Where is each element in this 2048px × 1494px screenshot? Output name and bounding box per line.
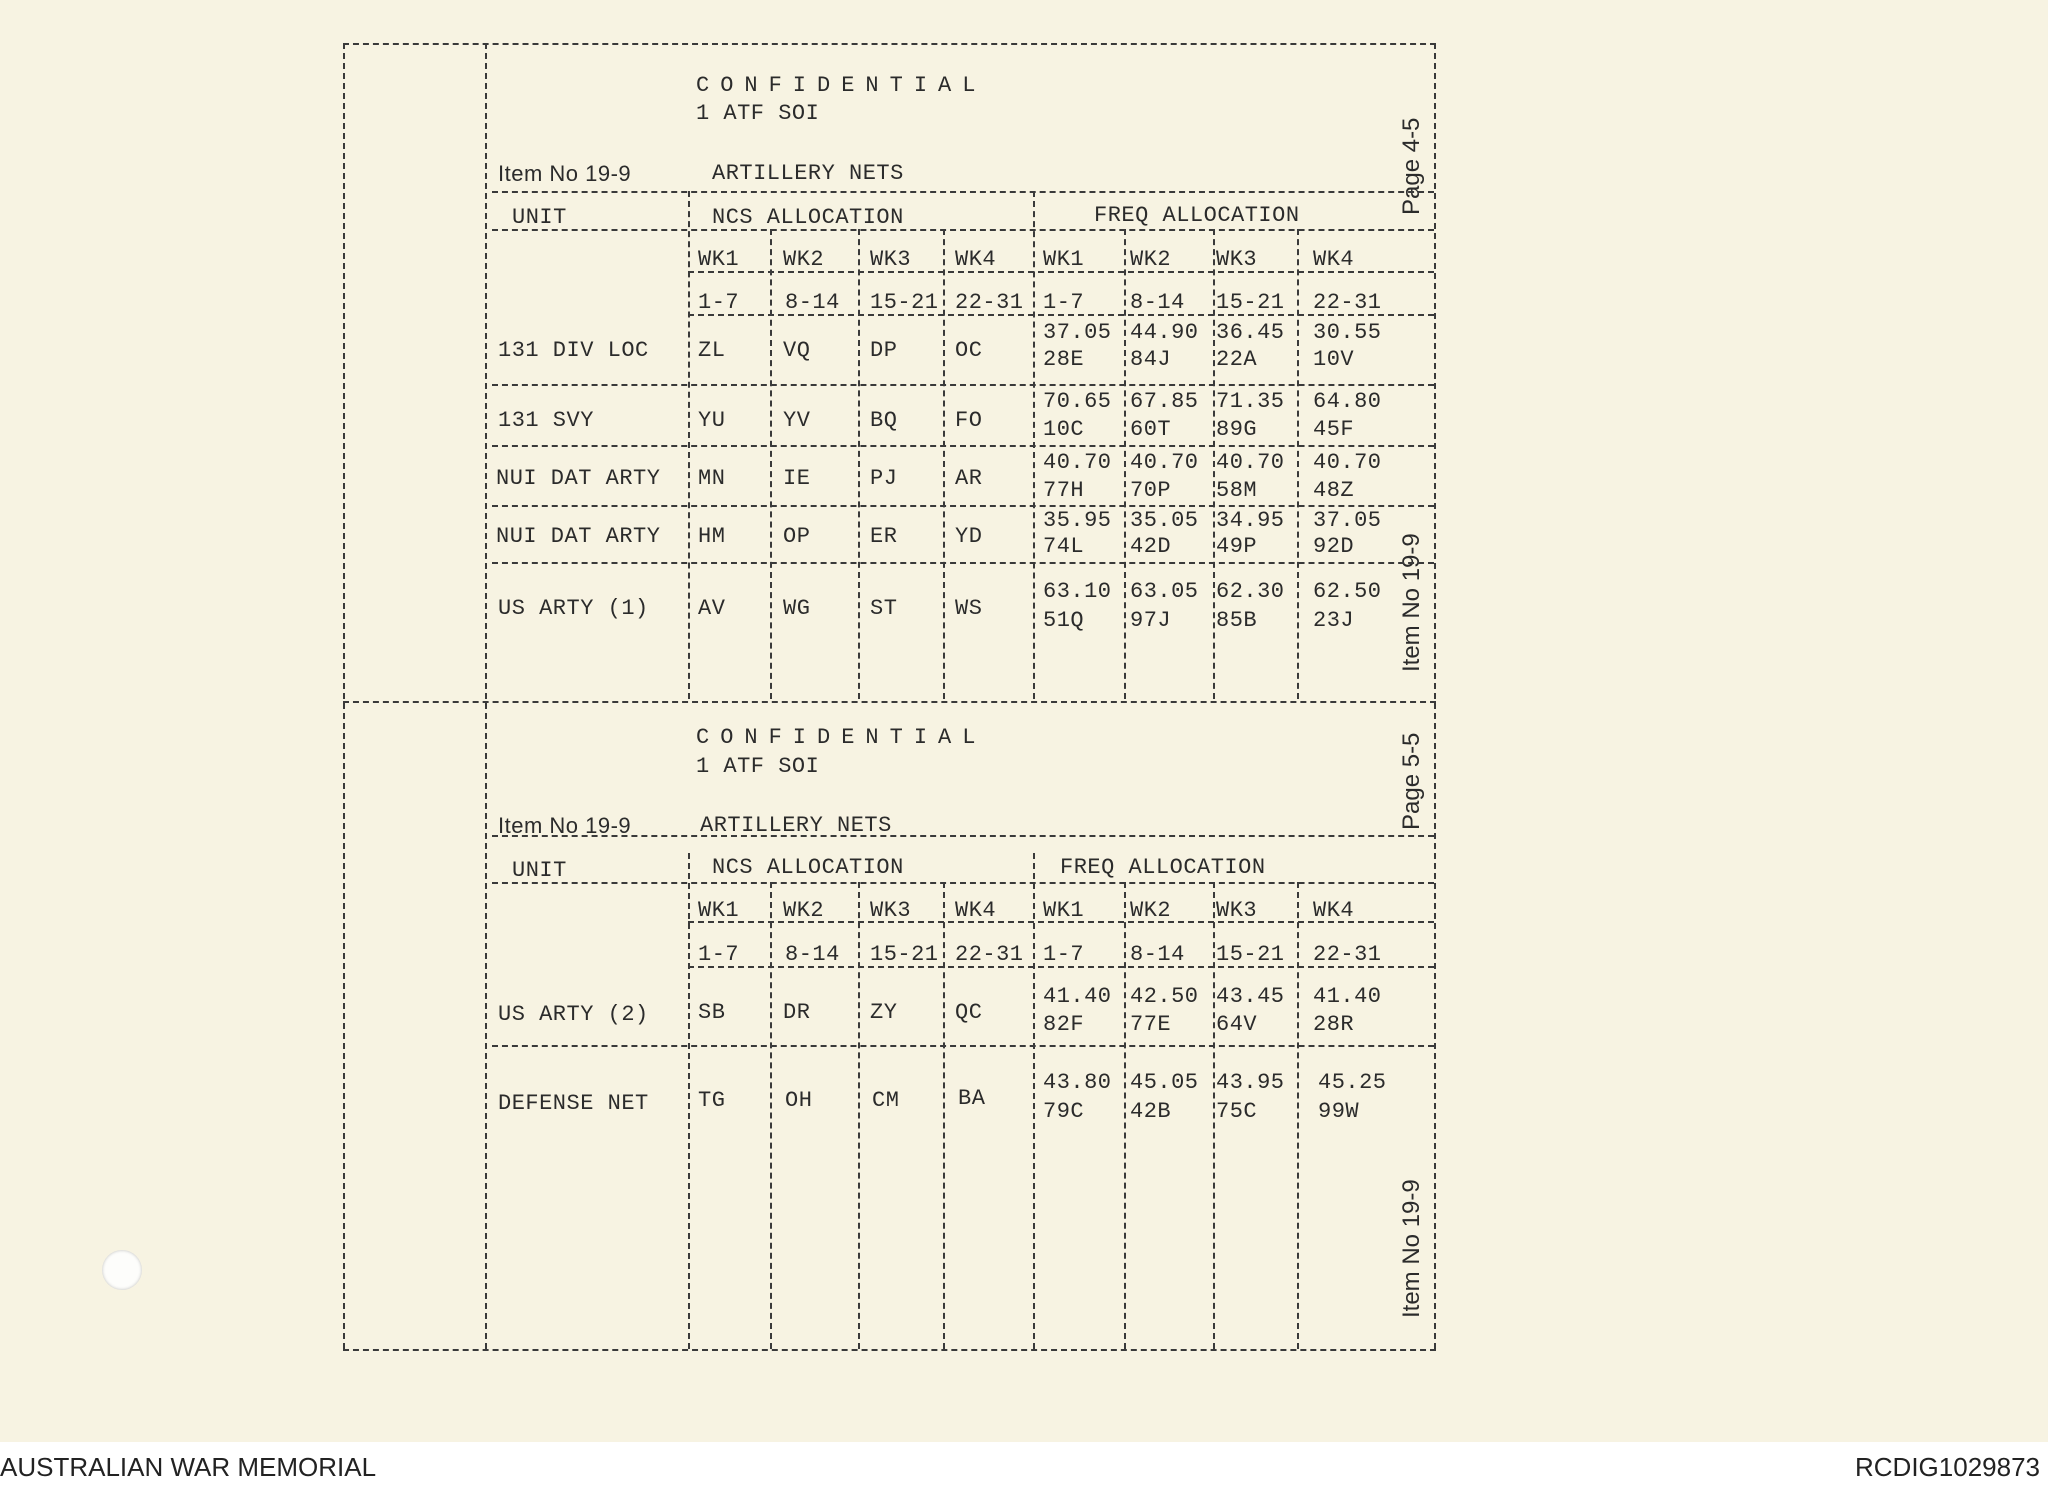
day-range: 15-21 xyxy=(870,942,939,967)
soi-title: 1 ATF SOI xyxy=(696,754,820,779)
col-line xyxy=(943,882,945,1349)
frequency: 70.65 xyxy=(1043,389,1112,414)
ncs-code: YV xyxy=(783,408,811,433)
archive-footer xyxy=(0,1442,2048,1494)
callsign: 74L xyxy=(1043,534,1085,559)
frequency: 43.80 xyxy=(1043,1070,1112,1095)
ncs-code: WG xyxy=(783,596,811,621)
day-range: 8-14 xyxy=(1130,942,1185,967)
ncs-code: MN xyxy=(698,466,726,491)
col-line xyxy=(1213,229,1215,699)
frame-bottom-line xyxy=(343,1349,1436,1351)
callsign: 85B xyxy=(1216,608,1258,633)
col-line xyxy=(858,882,860,1349)
callsign: 51Q xyxy=(1043,608,1085,633)
unit-name: NUI DAT ARTY xyxy=(496,524,661,549)
frame-top-line xyxy=(343,43,1436,45)
ncs-code: AR xyxy=(955,466,983,491)
callsign: 97J xyxy=(1130,608,1172,633)
frequency: 44.90 xyxy=(1130,320,1199,345)
frequency: 34.95 xyxy=(1216,508,1285,533)
col-line xyxy=(688,853,690,1349)
day-range: 15-21 xyxy=(1216,290,1285,315)
day-range: 8-14 xyxy=(785,942,840,967)
ncs-code: HM xyxy=(698,524,726,549)
ncs-code: DP xyxy=(870,338,898,363)
ncs-code: YD xyxy=(955,524,983,549)
col-line xyxy=(1297,882,1299,1349)
classification: CONFIDENTIAL xyxy=(696,73,987,98)
punch-hole xyxy=(102,1250,142,1290)
col-line xyxy=(688,191,690,699)
day-range: 22-31 xyxy=(1313,290,1382,315)
col-line xyxy=(1213,882,1215,1349)
frequency: 63.10 xyxy=(1043,579,1112,604)
ncs-code: PJ xyxy=(870,466,898,491)
week-label: WK4 xyxy=(1313,898,1355,923)
col-line xyxy=(1124,882,1126,1349)
item-number: Item No 19-9 xyxy=(498,813,632,838)
ncs-code: YU xyxy=(698,408,726,433)
col-line xyxy=(1033,853,1035,1349)
week-label: WK2 xyxy=(1130,247,1172,272)
freq-header: FREQ ALLOCATION xyxy=(1094,203,1300,228)
frequency: 42.50 xyxy=(1130,984,1199,1009)
week-label: WK4 xyxy=(1313,247,1355,272)
frequency: 40.70 xyxy=(1216,450,1285,475)
week-label: WK2 xyxy=(783,898,825,923)
table-top-line xyxy=(492,191,1434,193)
frequency: 41.40 xyxy=(1043,984,1112,1009)
callsign: 10V xyxy=(1313,347,1355,372)
callsign: 70P xyxy=(1130,478,1172,503)
unit-name: 131 DIV LOC xyxy=(498,338,649,363)
frequency: 62.30 xyxy=(1216,579,1285,604)
row-line xyxy=(492,1045,1434,1047)
callsign: 99W xyxy=(1318,1099,1360,1124)
callsign: 28R xyxy=(1313,1012,1355,1037)
callsign: 45F xyxy=(1313,417,1355,442)
day-range: 8-14 xyxy=(1130,290,1185,315)
day-range: 1-7 xyxy=(1043,942,1085,967)
frequency: 30.55 xyxy=(1313,320,1382,345)
unit-name: DEFENSE NET xyxy=(498,1091,649,1116)
callsign: 28E xyxy=(1043,347,1085,372)
frequency: 62.50 xyxy=(1313,579,1382,604)
ncs-code: CM xyxy=(872,1088,900,1113)
week-label: WK2 xyxy=(1130,898,1172,923)
margin-line xyxy=(485,43,487,1349)
callsign: 42D xyxy=(1130,534,1172,559)
day-range: 1-7 xyxy=(698,290,740,315)
frequency: 43.45 xyxy=(1216,984,1285,1009)
day-range: 1-7 xyxy=(1043,290,1085,315)
table-top-line xyxy=(492,835,1434,837)
page-label: Page 5-5 xyxy=(1398,732,1425,830)
week-label: WK1 xyxy=(698,247,740,272)
callsign: 10C xyxy=(1043,417,1085,442)
frequency: 45.05 xyxy=(1130,1070,1199,1095)
ncs-code: TG xyxy=(698,1088,726,1113)
week-label: WK1 xyxy=(1043,247,1085,272)
archive-name: AUSTRALIAN WAR MEMORIAL xyxy=(0,1452,377,1482)
freq-header: FREQ ALLOCATION xyxy=(1060,855,1266,880)
callsign: 82F xyxy=(1043,1012,1085,1037)
frequency: 40.70 xyxy=(1043,450,1112,475)
callsign: 42B xyxy=(1130,1099,1172,1124)
callsign: 23J xyxy=(1313,608,1355,633)
ncs-code: OP xyxy=(783,524,811,549)
day-range: 22-31 xyxy=(1313,942,1382,967)
unit-name: US ARTY (1) xyxy=(498,596,649,621)
ncs-code: BA xyxy=(958,1086,986,1111)
frequency: 41.40 xyxy=(1313,984,1382,1009)
week-label: WK3 xyxy=(870,898,912,923)
ncs-code: OH xyxy=(785,1088,813,1113)
ncs-code: ZL xyxy=(698,338,726,363)
callsign: 49P xyxy=(1216,534,1258,559)
page-divider-line xyxy=(343,701,1436,703)
col-line xyxy=(943,229,945,699)
frequency: 35.05 xyxy=(1130,508,1199,533)
ncs-code: QC xyxy=(955,1000,983,1025)
ncs-header: NCS ALLOCATION xyxy=(712,205,904,230)
net-title: ARTILLERY NETS xyxy=(712,161,904,186)
col-line xyxy=(1033,191,1035,699)
week-label: WK3 xyxy=(1216,247,1258,272)
week-label: WK2 xyxy=(783,247,825,272)
col-line xyxy=(858,229,860,699)
unit-name: 131 SVY xyxy=(498,408,594,433)
callsign: 84J xyxy=(1130,347,1172,372)
net-title: ARTILLERY NETS xyxy=(700,813,892,838)
unit-header: UNIT xyxy=(512,858,567,883)
ncs-code: FO xyxy=(955,408,983,433)
row-line xyxy=(492,384,1434,386)
frequency: 63.05 xyxy=(1130,579,1199,604)
ncs-code: WS xyxy=(955,596,983,621)
unit-header: UNIT xyxy=(512,205,567,230)
week-label: WK1 xyxy=(1043,898,1085,923)
callsign: 89G xyxy=(1216,417,1258,442)
ncs-code: IE xyxy=(783,466,811,491)
item-number: Item No 19-9 xyxy=(498,161,632,186)
callsign: 22A xyxy=(1216,347,1258,372)
side-item-number: Item No 19-9 xyxy=(1398,533,1425,672)
col-line xyxy=(1297,229,1299,699)
row-line xyxy=(492,445,1434,447)
unit-name: US ARTY (2) xyxy=(498,1002,649,1027)
day-range: 1-7 xyxy=(698,942,740,967)
header-line xyxy=(492,229,1434,231)
frequency: 67.85 xyxy=(1130,389,1199,414)
week-label: WK4 xyxy=(955,898,997,923)
row-line xyxy=(492,562,1434,564)
frequency: 43.95 xyxy=(1216,1070,1285,1095)
frequency: 37.05 xyxy=(1313,508,1382,533)
callsign: 60T xyxy=(1130,417,1172,442)
frame-right-line xyxy=(1434,43,1436,1349)
callsign: 92D xyxy=(1313,534,1355,559)
frame-left-line xyxy=(343,43,345,1349)
frequency: 45.25 xyxy=(1318,1070,1387,1095)
day-range: 22-31 xyxy=(955,942,1024,967)
week-label: WK3 xyxy=(870,247,912,272)
ncs-code: DR xyxy=(783,1000,811,1025)
page-label: Page 4-5 xyxy=(1398,117,1425,215)
callsign: 64V xyxy=(1216,1012,1258,1037)
day-range: 15-21 xyxy=(1216,942,1285,967)
header-line xyxy=(492,882,1434,884)
col-line xyxy=(1124,229,1126,699)
ncs-code: AV xyxy=(698,596,726,621)
callsign: 77E xyxy=(1130,1012,1172,1037)
week-label: WK1 xyxy=(698,898,740,923)
ncs-code: ER xyxy=(870,524,898,549)
frequency: 36.45 xyxy=(1216,320,1285,345)
ncs-code: SB xyxy=(698,1000,726,1025)
callsign: 79C xyxy=(1043,1099,1085,1124)
day-range: 15-21 xyxy=(870,290,939,315)
col-line xyxy=(770,882,772,1349)
callsign: 58M xyxy=(1216,478,1258,503)
frequency: 35.95 xyxy=(1043,508,1112,533)
soi-title: 1 ATF SOI xyxy=(696,101,820,126)
col-line xyxy=(770,229,772,699)
frequency: 40.70 xyxy=(1313,450,1382,475)
callsign: 75C xyxy=(1216,1099,1258,1124)
callsign: 48Z xyxy=(1313,478,1355,503)
archive-id: RCDIG1029873 xyxy=(1855,1452,2040,1482)
frequency: 37.05 xyxy=(1043,320,1112,345)
unit-name: NUI DAT ARTY xyxy=(496,466,661,491)
ncs-code: BQ xyxy=(870,408,898,433)
frequency: 71.35 xyxy=(1216,389,1285,414)
frequency: 40.70 xyxy=(1130,450,1199,475)
callsign: 77H xyxy=(1043,478,1085,503)
frequency: 64.80 xyxy=(1313,389,1382,414)
row-line xyxy=(492,505,1434,507)
week-label: WK3 xyxy=(1216,898,1258,923)
day-range: 22-31 xyxy=(955,290,1024,315)
ncs-code: ZY xyxy=(870,1000,898,1025)
ncs-code: OC xyxy=(955,338,983,363)
side-item-number: Item No 19-9 xyxy=(1398,1179,1425,1318)
ncs-code: VQ xyxy=(783,338,811,363)
week-label: WK4 xyxy=(955,247,997,272)
day-range: 8-14 xyxy=(785,290,840,315)
ncs-header: NCS ALLOCATION xyxy=(712,855,904,880)
classification: CONFIDENTIAL xyxy=(696,725,987,750)
ncs-code: ST xyxy=(870,596,898,621)
